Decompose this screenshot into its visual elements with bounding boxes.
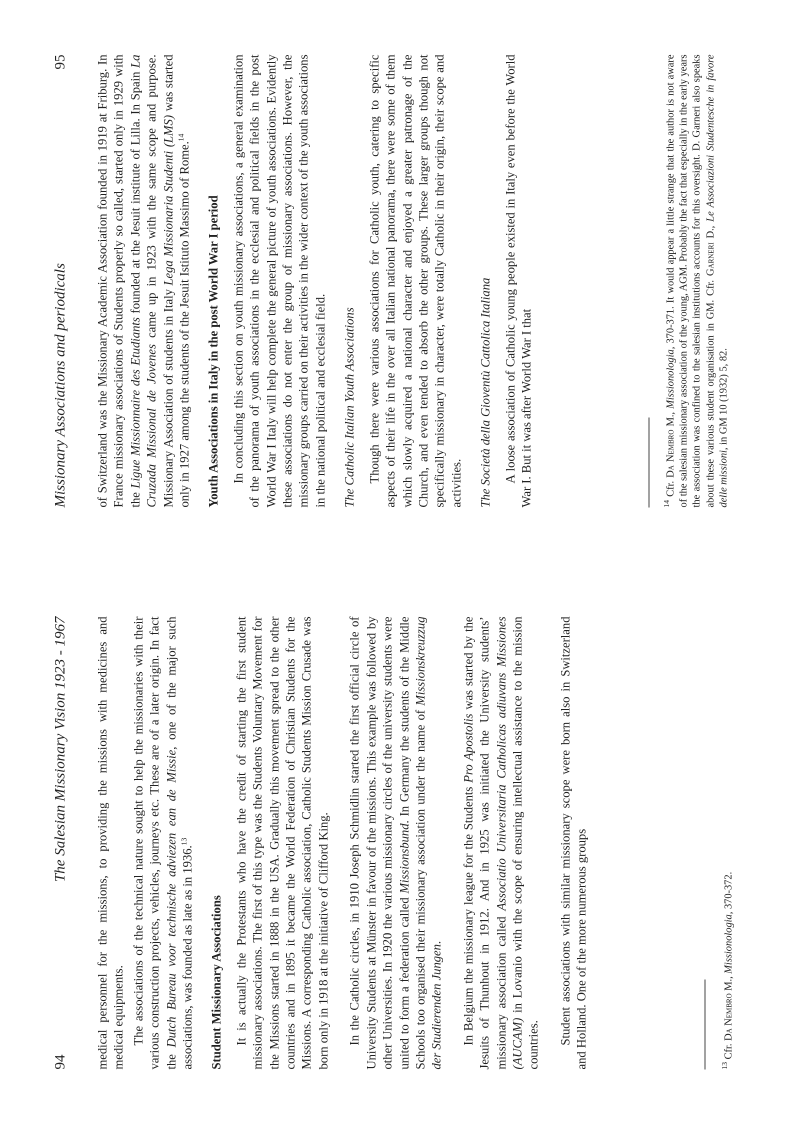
paragraph: A loose association of Catholic young people existed in Italy even before the World War I. But it was after World War I that: [502, 54, 533, 507]
left-page-header: [52, 616, 72, 1069]
running-title: The Salesian Missionary Vision 1923 - 1967: [52, 616, 68, 882]
page-number: 95: [52, 54, 68, 69]
running-title: Missionary Associations and periodicals: [52, 262, 68, 507]
section-heading: Youth Associations in Italy in the post World War I period: [206, 194, 221, 507]
paragraph: Though there were various associations for Catholic youth, catering to specific aspects of their life in the over all Italian national panorama, there were some of them which slowly acquired a national character and enjoyed a greater patronage of the Church, and even tended to absorb the other groups. These larger groups though not specifically missionary in character, were totally Catholic in their origin, their scope and activities.: [366, 54, 463, 507]
right-page: [0, 0, 793, 561]
paragraph: In Belgium the missionary league for the Students Pro Apostolis was started by the Jesuits of Thunhout in 1912. And in 1925 was initiated the University students’ missionary association called Associatio Universitaria Catholicas adiuvans Missiones (AUCAM) in Lovanio with the scope of ensuring intellectual assistance to the mission countries.: [460, 616, 541, 1069]
footnote: $^{13}$ Cfr. Da Nembro M., Missionologia, 370-372.: [719, 871, 734, 1069]
right-page-body: [94, 54, 537, 507]
paragraph: The associations of the technical nature sought to help the missionaries with their various construction projects, vehicles, journeys etc. These are of a later origin. In fact the Dutch Bureau voor technische adviezen ean de Missie, one of the major such associations, was founded as late as in 1936.13: [130, 616, 195, 1069]
footnote: $^{14}$ Cfr. Da Nembro M., Missionologia, 370-371. It would appear a little strange that the author is not aware of the salesian missionary association of the young, AGM. Probably the fact that especially in the early years the association was confined to the salesian institutions accounts for this oversight. D. Garneri also speaks about these various student organisation in GM. Cfr. Garneri D., Le Associazioni Studentesche in favore delle missioni, in GM 10 (1932) 5, 82.: [661, 53, 729, 507]
footnote-ref: 14: [175, 133, 185, 141]
left-page-body: [94, 616, 593, 1069]
page-number: 94: [52, 1054, 68, 1069]
paragraph: In concluding this section on youth missionary associations, a general examination of the panorama of youth associations in the ecclesial and political fields in the post World War I Italy will help complete the general picture of youth associations. Evidently these associations do not enter the group of missionary associations. However, the missionary groups carried on their activities in the wider context of the youth associations in the national political and ecclesial field.: [230, 54, 327, 507]
footnote-separator: [648, 417, 649, 507]
paragraph: In the Catholic circles, in 1910 Joseph Schmidlin started the first official circle of University Students at Münster in favour of the missions. This example was followed by other Universities. In 1920 the various missionary circles of the university students were united to form a federation called Missionsbund. In Germany the students of the Middle Schools too organised their missionary association under the name of Missionskreuzzug der Studierenden Jungen.: [347, 616, 444, 1069]
footnote-ref: 13: [178, 837, 188, 845]
subsection-heading: The Catholic Italian Youth Associations: [342, 306, 357, 507]
paragraph: Student associations with similar missionary scope were born also in Switzerland and Holland. One of the more numerous groups: [557, 616, 589, 1069]
right-page-header: [52, 54, 72, 507]
left-page: [0, 562, 793, 1123]
paragraph: medical personnel for the missions, to providing the missions with medicines and medical equipments.: [95, 616, 126, 1069]
section-heading: Student Missionary Associations: [209, 894, 224, 1069]
subsection-heading: The Società della Gioventù Cattolica Italiana: [478, 277, 493, 507]
paragraph: of Switzerland was the Missionary Academic Association founded in 1919 at Friburg. In France missionary associations of Students properly so called, started only in 1929 with the Ligue Missionnaire des Etudiants founded at the Jesuit institute of Lilla. In Spain La Cruzada Missional de Jovenes came up in 1923 with the same scope and purpose. Missionary Association of students in Italy Lega Missionaria Studenti (LMS) was started only in 1927 among the students of the Jesuit Istituto Massimo of Rome.$^{14}$: [95, 54, 192, 507]
footnote-separator: [704, 979, 705, 1069]
paragraph: It is actually the Protestants who have the credit of starting the first student missionary associations. The first of this type was the Students Voluntary Movement for the Missions started in 1888 in the USA. Gradually this movement spread to the other countries and in 1895 it became the World Federation of Christian Students for the Missions. A corresponding Catholic association, Catholic Students Mission Crusade was born only in 1918 at the initiative of Clifford King.: [233, 616, 330, 1069]
